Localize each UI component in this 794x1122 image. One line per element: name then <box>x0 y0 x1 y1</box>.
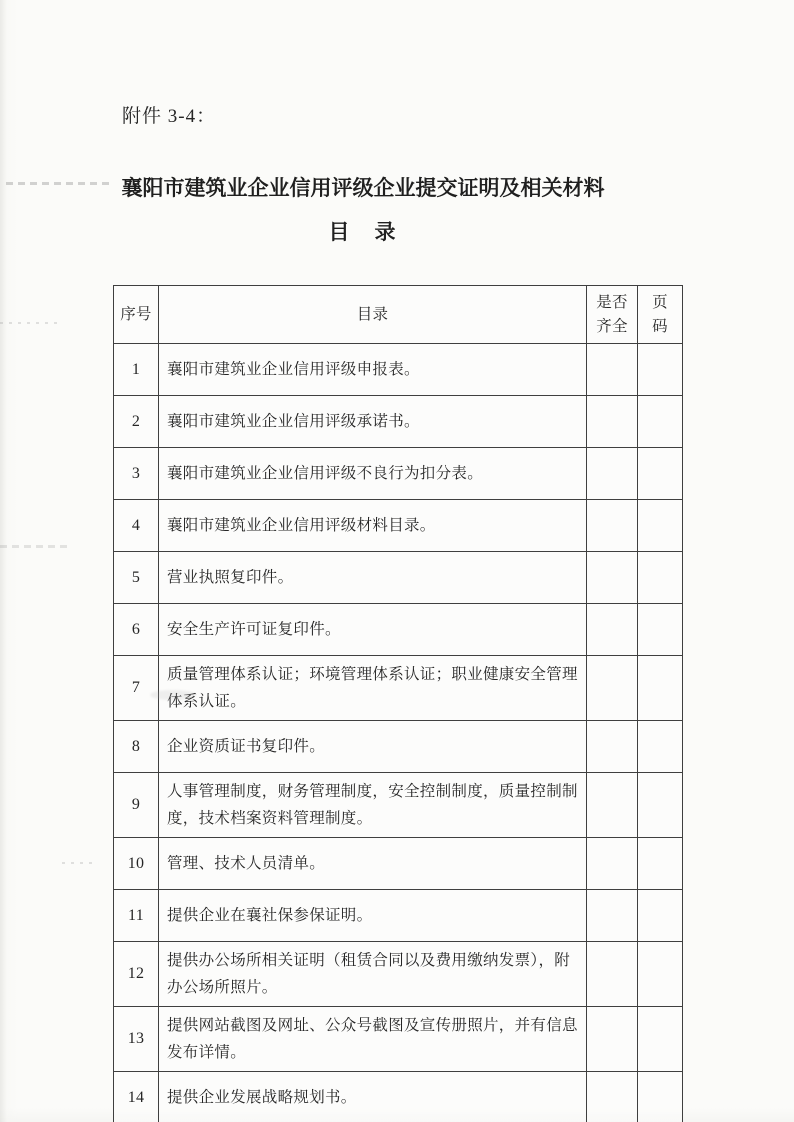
cell-catalog: 质量管理体系认证；环境管理体系认证；职业健康安全管理体系认证。 <box>159 656 587 721</box>
table-row <box>114 942 683 1007</box>
cell-index: 6 <box>114 604 159 656</box>
cell-page <box>638 890 683 942</box>
cell-page <box>638 942 683 1007</box>
cell-page <box>638 344 683 396</box>
cell-complete <box>587 773 638 838</box>
cell-index: 8 <box>114 721 159 773</box>
cell-complete <box>587 344 638 396</box>
header-page-label: 页码 <box>652 293 668 335</box>
cell-index: 4 <box>114 500 159 552</box>
cell-catalog: 人事管理制度，财务管理制度，安全控制制度，质量控制制度，技术档案资料管理制度。 <box>159 773 587 838</box>
header-page <box>638 286 683 344</box>
table-header-row <box>114 286 683 344</box>
scan-artifact <box>0 322 62 324</box>
header-catalog: 目录 <box>159 286 587 344</box>
cell-page <box>638 1072 683 1122</box>
cell-page <box>638 396 683 448</box>
cell-catalog: 襄阳市建筑业企业信用评级申报表。 <box>159 344 587 396</box>
cell-complete <box>587 448 638 500</box>
table-row <box>114 604 683 656</box>
cell-complete <box>587 721 638 773</box>
cell-page <box>638 773 683 838</box>
cell-complete <box>587 656 638 721</box>
cell-index: 14 <box>114 1072 159 1122</box>
cell-index: 7 <box>114 656 159 721</box>
document-subtitle: 目 录 <box>328 220 398 244</box>
cell-page <box>638 656 683 721</box>
table-row <box>114 552 683 604</box>
cell-catalog: 提供企业发展战略规划书。 <box>159 1072 587 1122</box>
cell-page <box>638 552 683 604</box>
table-row <box>114 721 683 773</box>
cell-index: 13 <box>114 1007 159 1072</box>
cell-page <box>638 500 683 552</box>
document-title: 襄阳市建筑业企业信用评级企业提交证明及相关材料 <box>121 176 605 200</box>
header-complete-label: 是否齐全 <box>596 293 628 335</box>
cell-catalog: 提供网站截图及网址、公众号截图及宣传册照片，并有信息发布详情。 <box>159 1007 587 1072</box>
cell-complete <box>587 552 638 604</box>
scan-artifact <box>6 182 114 185</box>
cell-complete <box>587 396 638 448</box>
cell-catalog: 提供企业在襄社保参保证明。 <box>159 890 587 942</box>
cell-page <box>638 1007 683 1072</box>
cell-catalog: 管理、技术人员清单。 <box>159 838 587 890</box>
table-row <box>114 396 683 448</box>
cell-catalog: 企业资质证书复印件。 <box>159 721 587 773</box>
cell-complete <box>587 1072 638 1122</box>
table-row <box>114 344 683 396</box>
cell-complete <box>587 890 638 942</box>
cell-catalog: 提供办公场所相关证明（租赁合同以及费用缴纳发票），附办公场所照片。 <box>159 942 587 1007</box>
cell-complete <box>587 942 638 1007</box>
table-row <box>114 448 683 500</box>
cell-complete <box>587 500 638 552</box>
header-index: 序号 <box>114 286 159 344</box>
cell-page <box>638 604 683 656</box>
cell-index: 1 <box>114 344 159 396</box>
header-complete <box>587 286 638 344</box>
table-row <box>114 838 683 890</box>
attachment-label: 附件 3-4： <box>122 106 217 127</box>
cell-page <box>638 838 683 890</box>
scan-artifact <box>0 545 70 548</box>
cell-catalog: 安全生产许可证复印件。 <box>159 604 587 656</box>
cell-index: 3 <box>114 448 159 500</box>
cell-index: 12 <box>114 942 159 1007</box>
cell-page <box>638 721 683 773</box>
cell-catalog: 襄阳市建筑业企业信用评级材料目录。 <box>159 500 587 552</box>
cell-index: 5 <box>114 552 159 604</box>
title-block <box>112 172 614 246</box>
cell-complete <box>587 1007 638 1072</box>
table-row <box>114 656 683 721</box>
table-row <box>114 890 683 942</box>
table-row <box>114 1007 683 1072</box>
catalog-table <box>113 285 683 1122</box>
cell-catalog: 襄阳市建筑业企业信用评级不良行为扣分表。 <box>159 448 587 500</box>
table-row <box>114 500 683 552</box>
cell-page <box>638 448 683 500</box>
table-row <box>114 773 683 838</box>
scan-artifact <box>62 862 96 864</box>
cell-catalog: 襄阳市建筑业企业信用评级承诺书。 <box>159 396 587 448</box>
cell-index: 11 <box>114 890 159 942</box>
cell-index: 9 <box>114 773 159 838</box>
cell-complete <box>587 838 638 890</box>
cell-index: 2 <box>114 396 159 448</box>
table-row <box>114 1072 683 1122</box>
cell-complete <box>587 604 638 656</box>
cell-catalog: 营业执照复印件。 <box>159 552 587 604</box>
catalog-table-body <box>114 344 683 1122</box>
cell-index: 10 <box>114 838 159 890</box>
